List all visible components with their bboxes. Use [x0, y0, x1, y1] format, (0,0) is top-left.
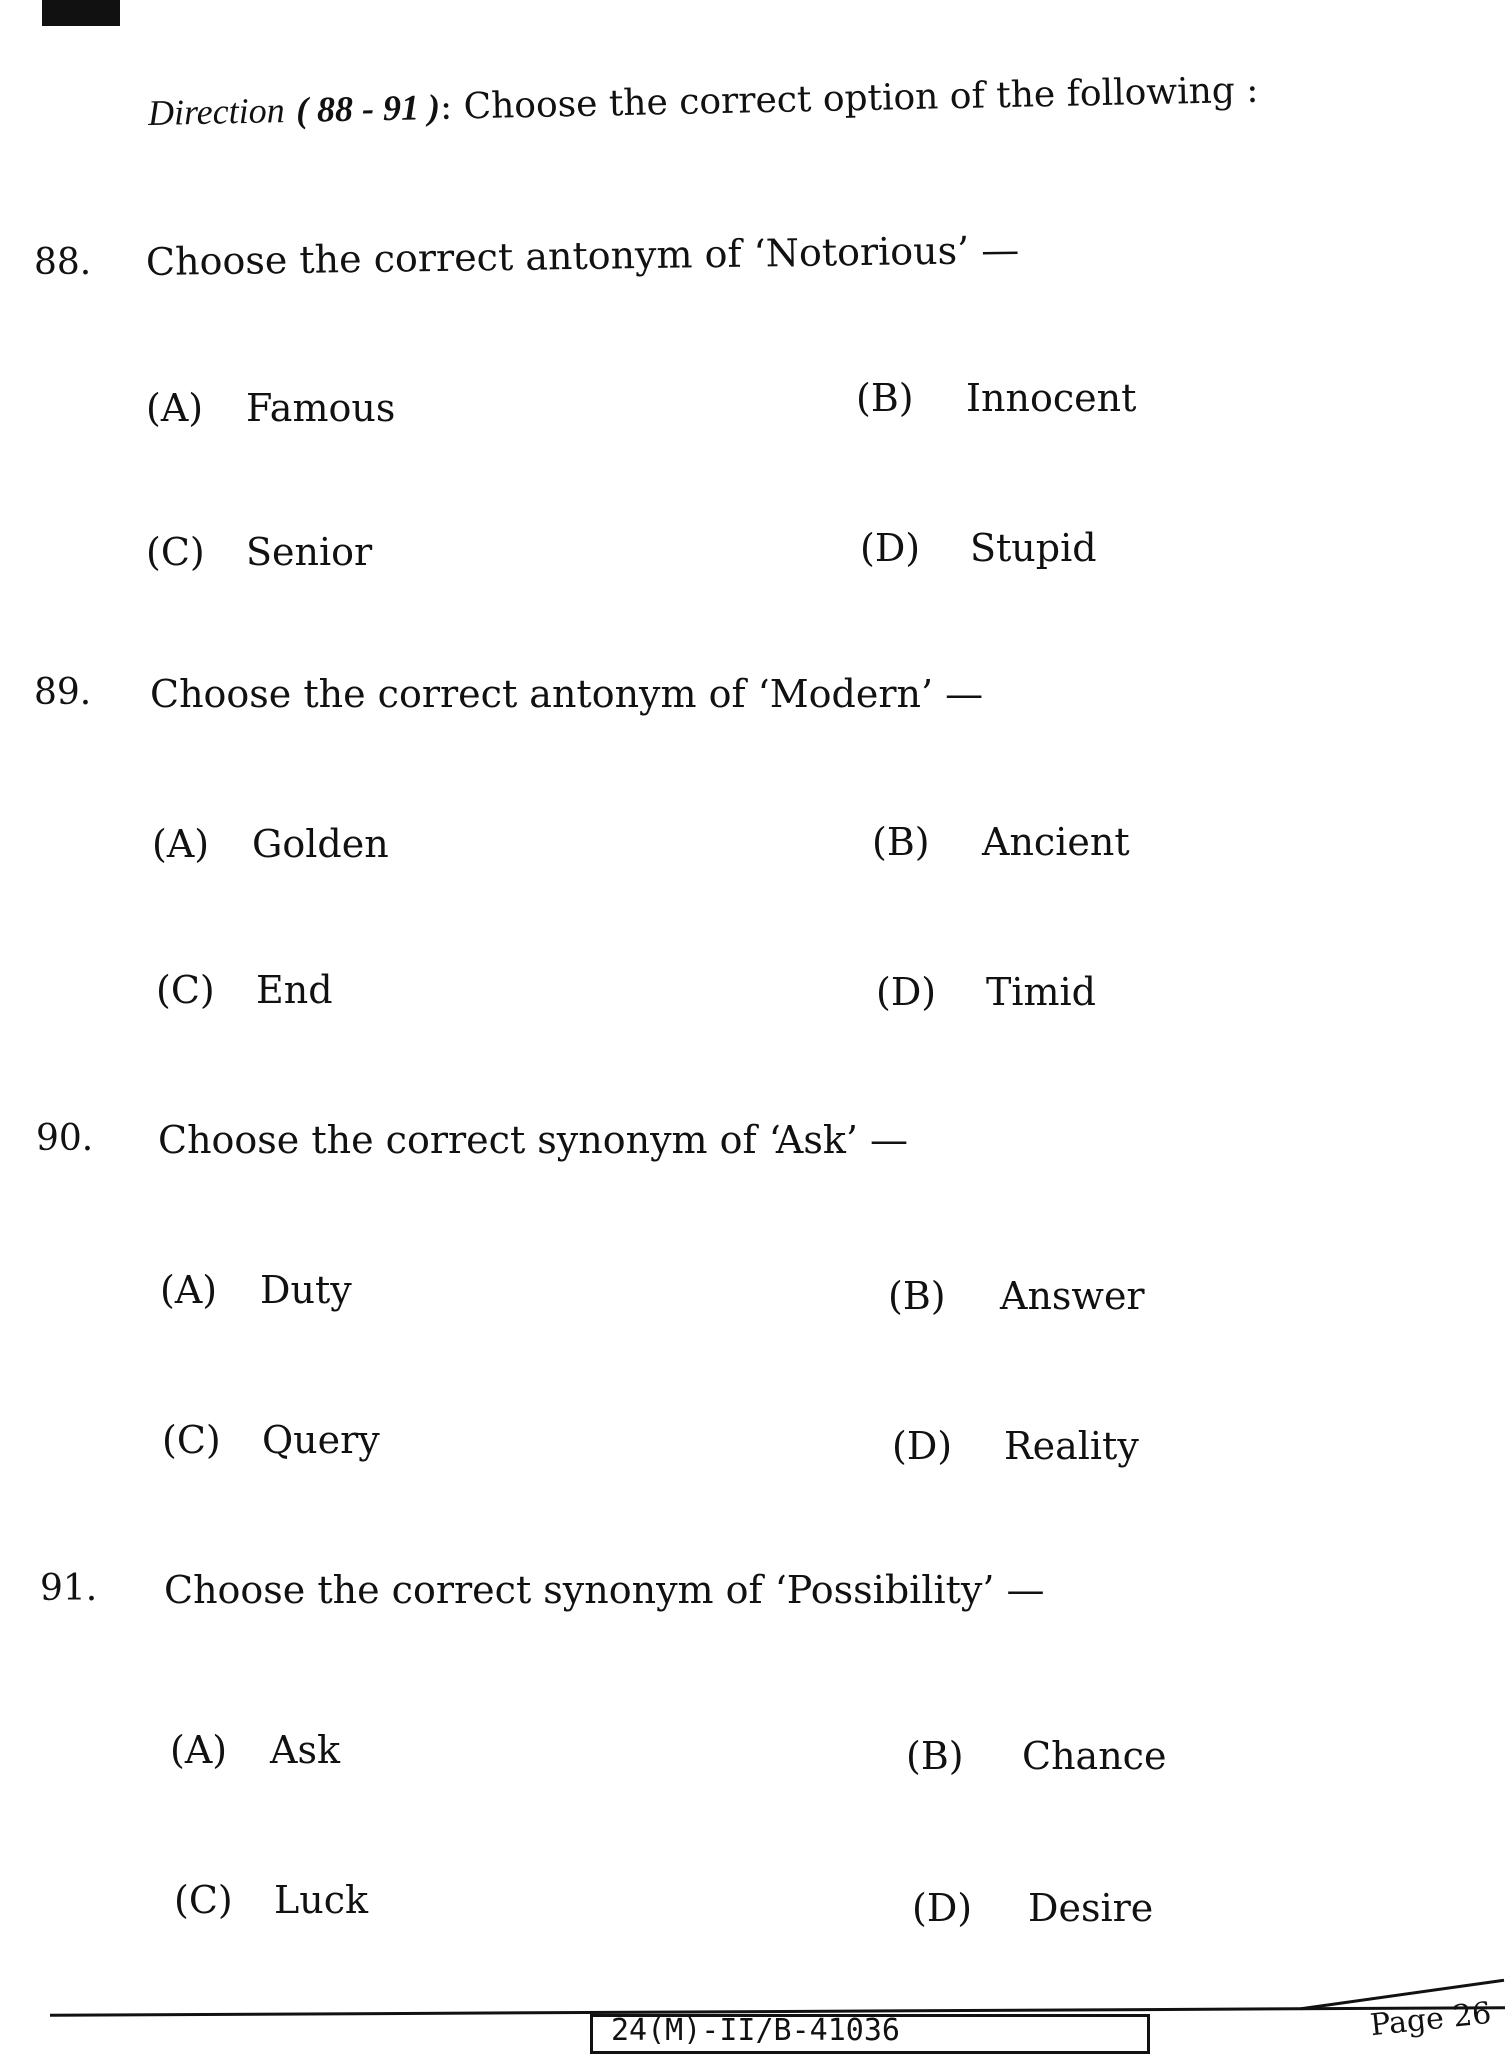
option-text: End — [256, 968, 333, 1012]
option-c[interactable] — [162, 1418, 380, 1462]
question-text: Choose the correct synonym of ‘Possibility’ — — [164, 1568, 1045, 1612]
option-d[interactable] — [860, 526, 1097, 570]
booklet-code: 24(M)-II/B-41036 — [590, 2014, 1150, 2054]
direction-text: : Choose the correct option of the following : — [439, 69, 1259, 128]
question-number: 89. — [34, 672, 92, 713]
question-number: 90. — [36, 1118, 94, 1159]
option-letter: (D) — [912, 1886, 973, 1930]
question-91 — [0, 1568, 1505, 2008]
question-text: Choose the correct antonym of ‘Notorious’ — — [145, 227, 1020, 284]
option-text: Answer — [1000, 1274, 1145, 1318]
option-letter: (B) — [888, 1274, 946, 1318]
option-letter: (A) — [146, 386, 204, 430]
direction-line — [148, 69, 1259, 134]
option-c[interactable] — [146, 530, 372, 574]
option-text: Innocent — [966, 376, 1137, 420]
option-letter: (A) — [170, 1728, 228, 1772]
option-text: Reality — [1004, 1424, 1139, 1468]
question-number: 91. — [40, 1568, 98, 1609]
option-letter: (C) — [146, 530, 205, 574]
question-text: Choose the correct antonym of ‘Modern’ — — [150, 672, 984, 716]
option-text: Ask — [270, 1728, 340, 1772]
question-number: 88. — [34, 242, 92, 283]
option-text: Golden — [252, 822, 389, 866]
option-letter: (D) — [892, 1424, 953, 1468]
option-b[interactable] — [856, 376, 1136, 420]
option-letter: (A) — [152, 822, 210, 866]
option-letter: (B) — [872, 820, 930, 864]
option-letter: (D) — [860, 526, 921, 570]
option-text: Ancient — [982, 820, 1130, 864]
option-text: Timid — [986, 970, 1097, 1014]
option-letter: (B) — [856, 376, 914, 420]
option-text: Chance — [1022, 1734, 1167, 1778]
option-text: Senior — [246, 530, 373, 574]
option-text: Desire — [1028, 1886, 1154, 1930]
question-text: Choose the correct synonym of ‘Ask’ — — [158, 1118, 908, 1162]
option-b[interactable] — [888, 1274, 1145, 1318]
option-text: Stupid — [970, 526, 1097, 570]
option-b[interactable] — [906, 1734, 1166, 1778]
option-letter: (D) — [876, 970, 937, 1014]
option-d[interactable] — [876, 970, 1096, 1014]
page-number: Page 26 — [1368, 1995, 1493, 2044]
option-letter: (C) — [162, 1418, 221, 1462]
option-a[interactable] — [160, 1268, 352, 1312]
option-letter: (C) — [156, 968, 215, 1012]
question-90 — [0, 1118, 1505, 1558]
option-d[interactable] — [892, 1424, 1139, 1468]
option-letter: (A) — [160, 1268, 218, 1312]
option-a[interactable] — [170, 1728, 340, 1772]
option-letter: (C) — [174, 1878, 233, 1922]
option-text: Query — [262, 1418, 380, 1462]
option-text: Luck — [274, 1878, 369, 1922]
option-c[interactable] — [156, 968, 333, 1012]
direction-range: ( 88 - 91 ) — [295, 86, 441, 130]
option-b[interactable] — [872, 820, 1130, 864]
direction-label: Direction — [147, 90, 286, 133]
option-a[interactable] — [146, 386, 395, 430]
set-tab — [42, 0, 120, 26]
option-text: Duty — [260, 1268, 352, 1312]
option-letter: (B) — [906, 1734, 964, 1778]
option-text: Famous — [246, 386, 396, 430]
option-a[interactable] — [152, 822, 389, 866]
option-d[interactable] — [912, 1886, 1153, 1930]
option-c[interactable] — [174, 1878, 368, 1922]
question-88 — [0, 227, 1505, 670]
question-89 — [0, 672, 1505, 1112]
